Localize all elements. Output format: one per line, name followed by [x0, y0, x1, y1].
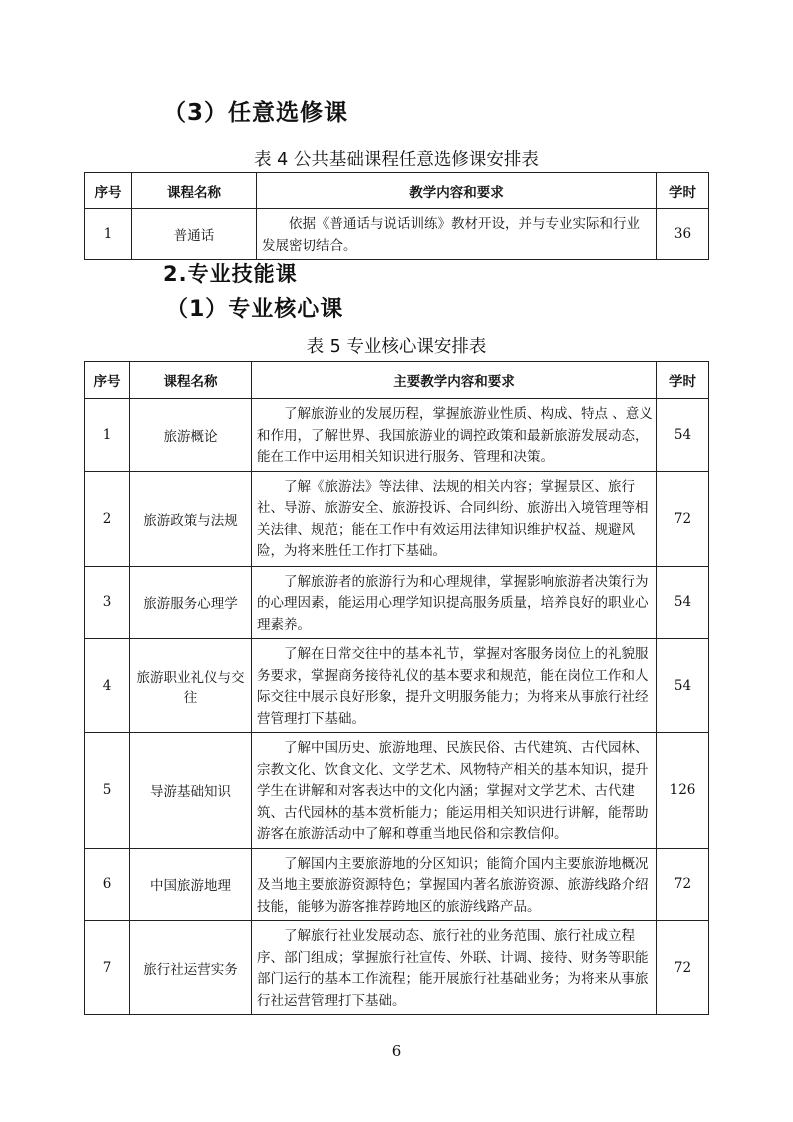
row-content: 依据《普通话与说话训练》教材开设，并与专业实际和行业发展密切结合。 — [257, 209, 657, 260]
table4 — [84, 172, 709, 260]
row-hours: 126 — [657, 733, 709, 849]
row-course-name: 旅游服务心理学 — [130, 566, 252, 639]
row-num: 1 — [85, 399, 130, 472]
row-course-name: 普通话 — [132, 209, 257, 260]
section-heading-core: （1）专业核心课 — [166, 297, 344, 322]
table-row — [85, 209, 709, 260]
table4-header-row — [85, 173, 709, 209]
section-heading-skill: 2.专业技能课 — [163, 262, 298, 286]
row-course-name: 旅游职业礼仪与交往 — [130, 639, 252, 733]
row-content: 了解旅游业的发展历程，掌握旅游业性质、构成、特点 、意义和作用，了解世界、我国旅游业的调控政策和最新旅游发展动态，能在工作中运用相关知识进行服务、管理和决策。 — [252, 399, 657, 472]
table5-header-num: 序号 — [85, 362, 130, 399]
table5 — [84, 361, 709, 1015]
row-course-name: 导游基础知识 — [130, 733, 252, 849]
row-num: 6 — [85, 848, 130, 921]
table-row — [85, 471, 709, 566]
page-number: 6 — [391, 1042, 402, 1060]
table-row — [85, 921, 709, 1015]
table-row — [85, 848, 709, 921]
table5-header-content: 主要教学内容和要求 — [252, 362, 657, 399]
row-num: 3 — [85, 566, 130, 639]
table-row — [85, 566, 709, 639]
table4-caption: 表 4 公共基础课程任意选修课安排表 — [254, 150, 539, 170]
table4-header-content: 教学内容和要求 — [257, 173, 657, 209]
table-row — [85, 399, 709, 472]
row-hours: 72 — [657, 471, 709, 566]
table-row — [85, 733, 709, 849]
row-hours: 54 — [657, 639, 709, 733]
row-content: 了解中国历史、旅游地理、民族民俗、古代建筑、古代园林、宗教文化、饮食文化、文学艺术、风物特产相关的基本知识，提升学生在讲解和对客表达中的文化内涵；掌握对文学艺术、古代建筑、古代园林的基本赏析能力；能运用相关知识进行讲解，能帮助游客在旅游活动中了解和尊重当地民俗和宗教信仰。 — [252, 733, 657, 849]
row-hours: 36 — [657, 209, 709, 260]
row-num: 4 — [85, 639, 130, 733]
row-content: 了解《旅游法》等法律、法规的相关内容；掌握景区、旅行社、导游、旅游安全、旅游投诉、合同纠纷、旅游出入境管理等相关法律、规范；能在工作中有效运用法律知识维护权益、规避风险，为将来胜任工作打下基础。 — [252, 471, 657, 566]
section-heading-elective: （3）任意选修课 — [163, 100, 349, 126]
table4-header-num: 序号 — [85, 173, 132, 209]
row-num: 1 — [85, 209, 132, 260]
row-hours: 72 — [657, 848, 709, 921]
row-course-name: 中国旅游地理 — [130, 848, 252, 921]
table4-header-hours: 学时 — [657, 173, 709, 209]
row-num: 7 — [85, 921, 130, 1015]
row-num: 2 — [85, 471, 130, 566]
row-hours: 54 — [657, 566, 709, 639]
row-course-name: 旅游政策与法规 — [130, 471, 252, 566]
row-hours: 54 — [657, 399, 709, 472]
table5-header-row — [85, 362, 709, 399]
row-hours: 72 — [657, 921, 709, 1015]
table5-header-hours: 学时 — [657, 362, 709, 399]
row-course-name: 旅行社运营实务 — [130, 921, 252, 1015]
row-content: 了解在日常交往中的基本礼节，掌握对客服务岗位上的礼貌服务要求，掌握商务接待礼仪的基本要求和规范，能在岗位工作和人际交往中展示良好形象，提升文明服务能力；为将来从事旅行社经营管理打下基础。 — [252, 639, 657, 733]
row-course-name: 旅游概论 — [130, 399, 252, 472]
row-content: 了解国内主要旅游地的分区知识；能简介国内主要旅游地概况及当地主要旅游资源特色；掌握国内著名旅游资源、旅游线路介绍技能，能够为游客推荐跨地区的旅游线路产品。 — [252, 848, 657, 921]
row-num: 5 — [85, 733, 130, 849]
row-content: 了解旅游者的旅游行为和心理规律，掌握影响旅游者决策行为的心理因素，能运用心理学知识提高服务质量，培养良好的职业心理素养。 — [252, 566, 657, 639]
table4-header-name: 课程名称 — [132, 173, 257, 209]
table5-caption: 表 5 专业核心课安排表 — [306, 337, 487, 357]
table5-header-name: 课程名称 — [130, 362, 252, 399]
row-content: 了解旅行社业发展动态、旅行社的业务范围、旅行社成立程序、部门组成；掌握旅行社宣传、外联、计调、接待、财务等职能部门运行的基本工作流程；能开展旅行社基础业务；为将来从事旅行社运营管理打下基础。 — [252, 921, 657, 1015]
table-row — [85, 639, 709, 733]
